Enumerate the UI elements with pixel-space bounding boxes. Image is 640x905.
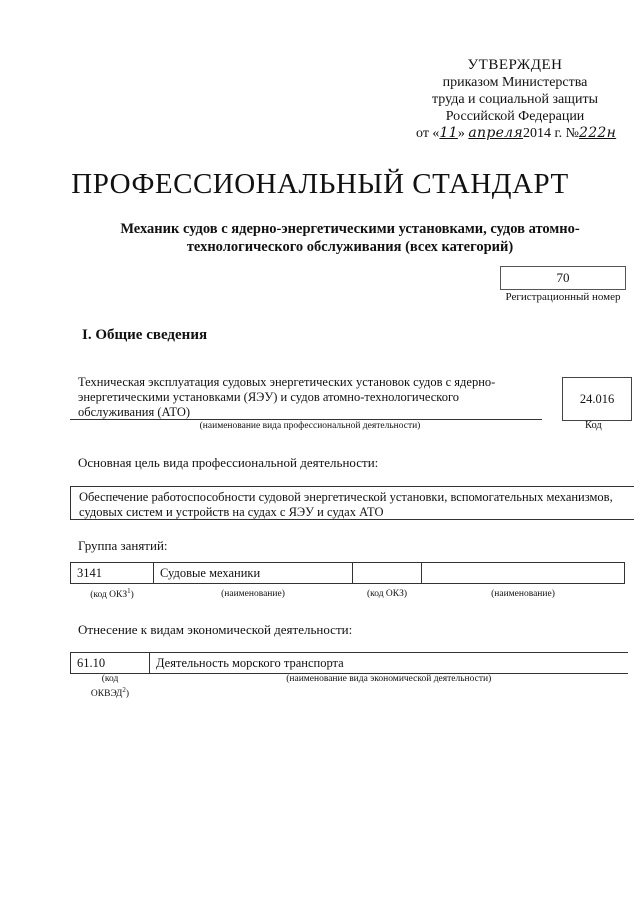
okved-caption-b: ОКВЭД	[90, 689, 123, 700]
order-month: апреля	[468, 125, 523, 141]
okved-code-cell: 61.10	[71, 653, 150, 674]
approval-line-2: труда и социальной защиты	[432, 92, 598, 107]
order-year: 2014 г. №	[522, 126, 579, 141]
occupation-group-label: Группа занятий:	[78, 538, 168, 553]
okz-caption-text: (код ОКЗ	[90, 590, 128, 601]
activity-caption: (наименование вида профессиональной деятельности)	[199, 421, 421, 431]
goal-label: Основная цель вида профессиональной деятельности:	[78, 455, 379, 470]
activity-code-box: 24.016	[562, 377, 632, 421]
registration-number-caption: Регистрационный номер	[505, 291, 621, 303]
occupation-name-caption: (наименование)	[221, 589, 285, 599]
occupation-code2-cell	[353, 563, 422, 584]
approval-line-1: приказом Министерства	[442, 75, 588, 90]
occupation-name2-cell	[422, 563, 625, 584]
economic-activity-label: Отнесение к видам экономической деятельности:	[78, 622, 353, 637]
okved-caption-end: )	[125, 689, 130, 700]
okz-code-caption	[71, 584, 154, 605]
approval-line-3: Российской Федерации	[445, 109, 585, 124]
document-title: ПРОФЕССИОНАЛЬНЫЙ СТАНДАРТ	[71, 168, 569, 200]
occupation-code-cell: 3141	[71, 563, 154, 584]
section-heading: I. Общие сведения	[82, 327, 208, 343]
occupation-name-cell: Судовые механики	[154, 563, 353, 584]
okz-footnote: 1	[127, 587, 131, 596]
order-day: 11	[439, 125, 458, 141]
registration-number-box: 70	[500, 266, 626, 290]
order-prefix: от «	[416, 126, 440, 141]
occupation-row	[71, 563, 625, 584]
economic-activity-table	[70, 652, 628, 700]
economic-activity-caption-row	[71, 674, 629, 701]
activity-name: Техническая эксплуатация судовых энергетических установок судов с ядерно-энергетическими установками (ЯЭУ) и судов атомно-технологического обслуживания (АТО)	[78, 375, 496, 419]
occupation-caption-row	[71, 584, 625, 605]
document-subtitle: Механик судов с ядерно-энергетическими установками, судов атомно-технологического обслуживания (всех категорий)	[120, 221, 580, 255]
activity-underline	[70, 419, 542, 420]
occupation-table	[70, 562, 625, 604]
occupation-name2-caption: (наименование)	[491, 589, 555, 599]
order-line	[400, 125, 630, 142]
order-mid: »	[457, 126, 469, 141]
approval-title: УТВЕРЖДЕН	[467, 57, 563, 73]
economic-activity-name-caption: (наименование вида экономической деятельности)	[286, 674, 492, 684]
economic-activity-name-cell: Деятельность морского транспорта	[150, 653, 629, 674]
approval-block	[400, 57, 630, 142]
order-number: 222н	[579, 125, 617, 141]
okz-caption-end: )	[130, 590, 134, 601]
okved-caption-a: (код	[101, 674, 119, 684]
economic-activity-row	[71, 653, 629, 674]
goal-box: Обеспечение работоспособности судовой энергетической установки, вспомогательных механизмов, судовых систем и устройств на судах с ЯЭУ и судах АТО	[70, 486, 634, 520]
okz-code2-caption: (код ОКЗ)	[366, 589, 408, 599]
okved-code-caption	[71, 674, 150, 701]
code-caption: Код	[585, 420, 602, 431]
okved-footnote: 2	[122, 686, 126, 694]
